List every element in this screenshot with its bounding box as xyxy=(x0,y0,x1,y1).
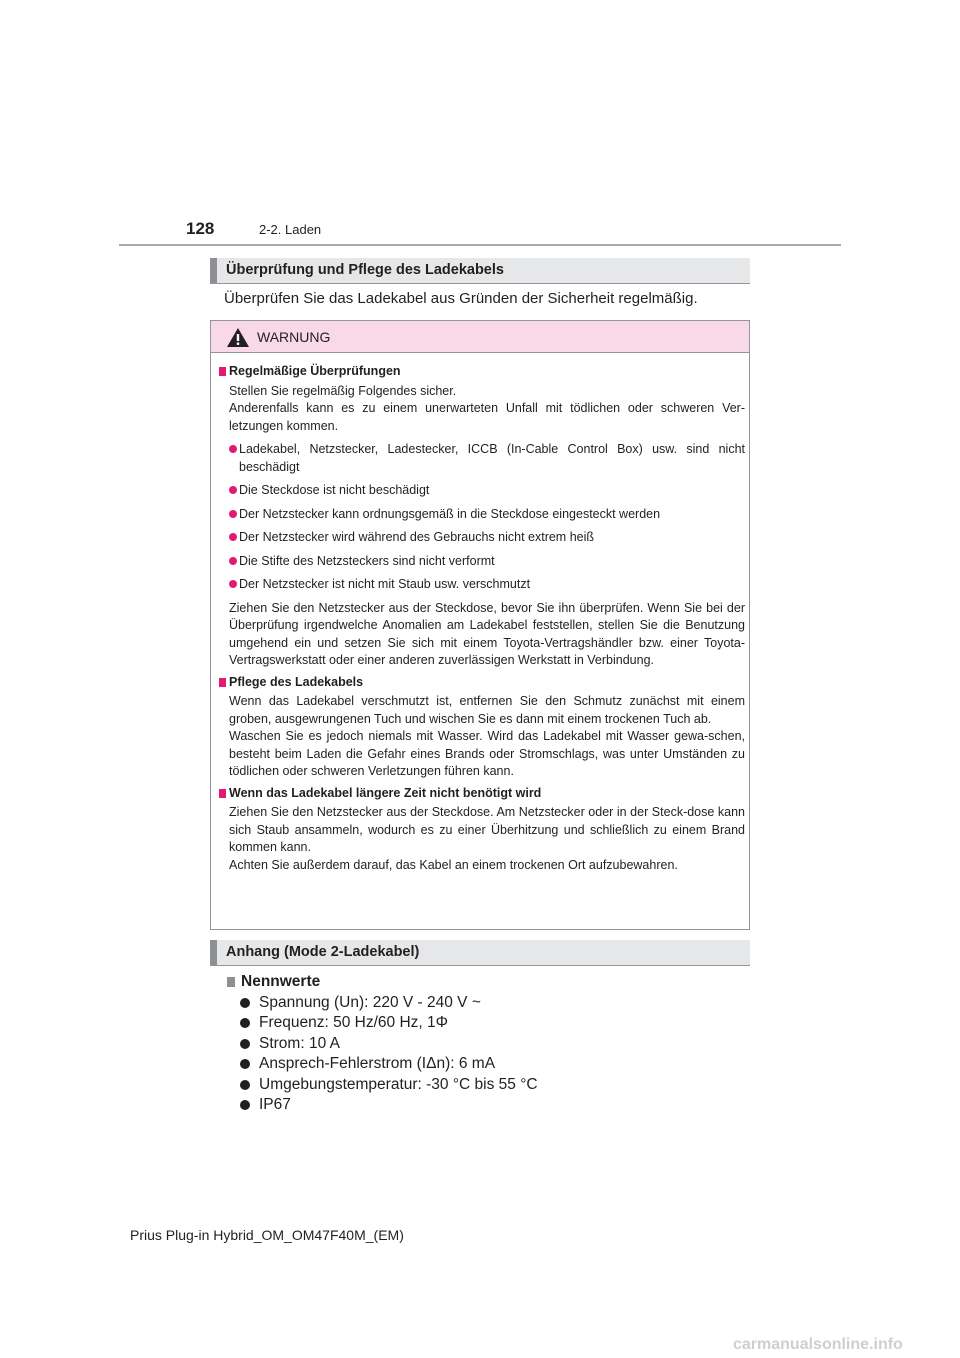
warning-box xyxy=(210,320,750,930)
warning-text: Stellen Sie regelmäßig Folgendes sicher. xyxy=(229,383,457,398)
checklist-item: Die Steckdose ist nicht beschädigt xyxy=(219,482,745,500)
warning-body xyxy=(219,363,745,874)
warning-label: WARNUNG xyxy=(257,329,331,345)
rating-item: Spannung (Un): 220 V - 240 V ~ xyxy=(227,993,538,1014)
footer-document-id: Prius Plug-in Hybrid_OM_OM47F40M_(EM) xyxy=(130,1227,404,1243)
page-number: 128 xyxy=(186,219,215,238)
watermark: carmanualsonline.info xyxy=(733,1336,903,1353)
rating-item: Umgebungstemperatur: -30 °C bis 55 °C xyxy=(227,1075,538,1096)
rating-item: IP67 xyxy=(227,1095,538,1116)
warning-topic-care: Pflege des Ladekabels xyxy=(219,674,745,692)
rating-item: Strom: 10 A xyxy=(227,1034,538,1055)
warning-triangle-icon xyxy=(227,328,249,347)
ratings-title: Nennwerte xyxy=(227,972,538,993)
warning-text: Ziehen Sie den Netzstecker aus der Steckdose, bevor Sie ihn überprüfen. Wenn Sie bei der Überprüfung irgendwelche Anomalien am Ladekabel feststellen, stellen Sie die Benutzung umgehend ein und setzen Sie sich mit einem Toyota-Vertragshändler bzw. einer Toyota-Vertragswerkstatt oder einer anderen zuverlässigen Werkstatt in Verbindung. xyxy=(229,600,745,667)
section-heading-appendix xyxy=(210,940,750,966)
section-heading-bar xyxy=(210,940,217,965)
checklist-item: Der Netzstecker ist nicht mit Staub usw. verschmutzt xyxy=(219,576,745,594)
checklist-item: Die Stifte des Netzsteckers sind nicht verformt xyxy=(219,553,745,571)
ratings-list xyxy=(227,972,538,1116)
warning-topic-storage: Wenn das Ladekabel längere Zeit nicht benötigt wird xyxy=(219,785,745,803)
rating-item: Frequenz: 50 Hz/60 Hz, 1Φ xyxy=(227,1013,538,1034)
warning-text: Waschen Sie es jedoch niemals mit Wasser. Wird das Ladekabel mit Wasser gewa-schen, besteht beim Laden die Gefahr eines Brands oder Stromschlags, was unter Umständen zu tödlichen oder schweren Verletzungen führen kann. xyxy=(229,729,745,778)
intro-paragraph: Überprüfen Sie das Ladekabel aus Gründen der Sicherheit regelmäßig. xyxy=(224,290,698,307)
section-heading-inspection xyxy=(210,258,750,284)
warning-text: Ziehen Sie den Netzstecker aus der Steckdose. Am Netzstecker oder in der Steck-dose kann sich Staub ansammeln, wodurch es zu einer Überhitzung und schließlich zu einem Brand kommen kann. xyxy=(229,805,745,854)
rating-item: Ansprech-Fehlerstrom (IΔn): 6 mA xyxy=(227,1054,538,1075)
checklist-item: Ladekabel, Netzstecker, Ladestecker, ICCB (In-Cable Control Box) usw. sind nicht beschädigt xyxy=(219,441,745,476)
warning-text: Wenn das Ladekabel verschmutzt ist, entfernen Sie den Schmutz zunächst mit einem groben, ausgewrungenen Tuch und wischen Sie es dann mit einem trockenen Tuch ab. xyxy=(229,694,745,726)
warning-header xyxy=(211,321,749,353)
header-divider xyxy=(119,244,841,246)
warning-text: Achten Sie außerdem darauf, das Kabel an einem trockenen Ort aufzubewahren. xyxy=(229,857,678,872)
section-heading-text: Überprüfung und Pflege des Ladekabels xyxy=(226,262,504,278)
section-heading-text: Anhang (Mode 2-Ladekabel) xyxy=(226,944,420,960)
chapter-title: 2-2. Laden xyxy=(259,222,322,237)
section-heading-bar xyxy=(210,258,217,283)
warning-topic-inspections: Regelmäßige Überprüfungen xyxy=(219,363,745,381)
warning-text: Anderenfalls kann es zu einem unerwarteten Unfall mit tödlichen oder schweren Ver-letzungen kommen. xyxy=(229,401,745,433)
checklist-item: Der Netzstecker kann ordnungsgemäß in die Steckdose eingesteckt werden xyxy=(219,506,745,524)
checklist-item: Der Netzstecker wird während des Gebrauchs nicht extrem heiß xyxy=(219,529,745,547)
